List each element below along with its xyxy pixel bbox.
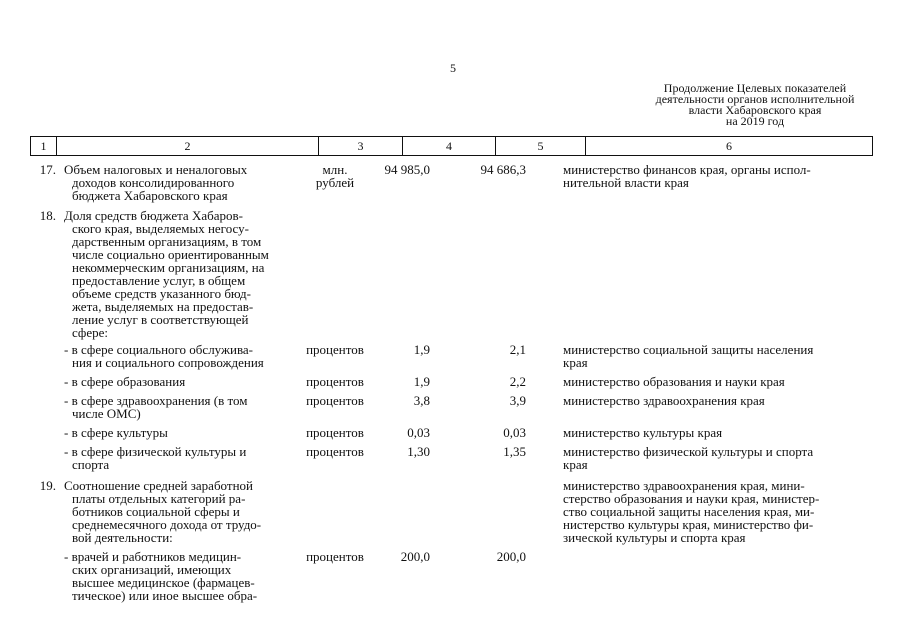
unit: млн. <box>322 162 348 177</box>
row-number: 19. <box>39 478 56 493</box>
unit: процентов <box>306 425 364 440</box>
value-col4: 1,9 <box>413 374 430 389</box>
sub-indicator-name: - в сфере здравоохранения (в том <box>64 393 248 408</box>
value-col4: 1,9 <box>413 342 430 357</box>
row-number: 18. <box>39 208 56 223</box>
continuation-title-line: власти Хабаровского края <box>688 103 822 117</box>
sub-indicator-name: числе ОМС) <box>72 406 141 421</box>
unit: процентов <box>306 342 364 357</box>
sub-indicator-name: тическое) или иное высшее обра- <box>72 588 258 603</box>
responsible: нистерство культуры края, министерство фи- <box>563 517 814 532</box>
column-header-2: 2 <box>56 137 318 155</box>
sub-indicator-name: - в сфере культуры <box>64 425 168 440</box>
responsible: министерство образования и науки края <box>563 374 785 389</box>
indicator-name: платы отдельных категорий ра- <box>72 491 246 506</box>
indicator-name: жета, выделяемых на предостав- <box>72 299 254 314</box>
indicator-name: ского края, выделяемых негосу- <box>72 221 249 236</box>
indicator-name: Объем налоговых и неналоговых <box>64 162 248 177</box>
indicator-name: вой деятельности: <box>72 530 173 545</box>
continuation-title <box>640 83 870 127</box>
column-header-5: 5 <box>495 137 585 155</box>
value-col5: 0,03 <box>503 425 526 440</box>
column-header-6: 6 <box>585 137 872 155</box>
sub-indicator-name: - в сфере образования <box>64 374 186 389</box>
value-col5: 1,35 <box>503 444 526 459</box>
indicator-name: доходов консолидированного <box>72 175 235 190</box>
column-header-4: 4 <box>402 137 495 155</box>
indicator-name: бюджета Хабаровского края <box>72 188 228 203</box>
unit: процентов <box>306 549 364 564</box>
indicator-name: ление услуг в соответствующей <box>72 312 249 327</box>
unit: рублей <box>315 175 355 190</box>
responsible: министерство социальной защиты населения <box>563 342 814 357</box>
value-col4: 3,8 <box>413 393 430 408</box>
sub-indicator-name: - в сфере социального обслужива- <box>64 342 254 357</box>
value-col5: 2,1 <box>509 342 526 357</box>
responsible: нительной власти края <box>563 175 689 190</box>
sub-indicator-name: ских организаций, имеющих <box>72 562 232 577</box>
value-col4: 94 985,0 <box>384 162 430 177</box>
responsible: края <box>563 355 588 370</box>
row-number: 17. <box>39 162 56 177</box>
responsible: стерство образования и науки края, министер- <box>563 491 820 506</box>
column-header-1: 1 <box>40 139 47 153</box>
sub-indicator-name: - в сфере физической культуры и <box>64 444 247 459</box>
value-col5: 94 686,3 <box>480 162 526 177</box>
unit: процентов <box>306 444 364 459</box>
column-header-3: 3 <box>318 137 402 155</box>
indicator-name: числе социально ориентированным <box>72 247 269 262</box>
sub-indicator-name: - врачей и работников медицин- <box>64 549 242 564</box>
responsible: ство социальной защиты населения края, ми- <box>563 504 815 519</box>
indicator-name: Доля средств бюджета Хабаров- <box>64 208 243 223</box>
unit: процентов <box>306 374 364 389</box>
responsible: министерство здравоохранения края, мини- <box>563 478 805 493</box>
indicator-name: объеме средств указанного бюд- <box>72 286 251 301</box>
indicator-name: ботников социальной сферы и <box>72 504 240 519</box>
responsible: зической культуры и спорта края <box>563 530 746 545</box>
value-col4: 0,03 <box>407 425 430 440</box>
value-col4: 1,30 <box>407 444 430 459</box>
continuation-title-line: деятельности органов исполнительной <box>655 92 855 106</box>
unit: процентов <box>306 393 364 408</box>
value-col5: 200,0 <box>496 549 526 564</box>
responsible: министерство культуры края <box>563 425 723 440</box>
page-number: 5 <box>450 61 456 75</box>
responsible: министерство физической культуры и спорта <box>563 444 814 459</box>
sub-indicator-name: высшее медицинское (фармацев- <box>72 575 255 590</box>
indicator-name: среднемесячного дохода от трудо- <box>72 517 262 532</box>
indicator-name: сфере: <box>72 325 109 340</box>
indicator-name: предоставление услуг, в общем <box>72 273 246 288</box>
column-header-row <box>30 136 873 156</box>
continuation-title-line: Продолжение Целевых показателей <box>663 81 847 95</box>
indicator-name: дарственным организациям, в том <box>72 234 262 249</box>
value-col5: 3,9 <box>509 393 526 408</box>
sub-indicator-name: спорта <box>72 457 110 472</box>
indicator-name: некоммерческим организациям, на <box>72 260 265 275</box>
continuation-title-line: на 2019 год <box>725 114 785 128</box>
value-col5: 2,2 <box>509 374 526 389</box>
indicator-name: Соотношение средней заработной <box>64 478 253 493</box>
responsible: министерство финансов края, органы испол- <box>563 162 811 177</box>
responsible: края <box>563 457 588 472</box>
value-col4: 200,0 <box>400 549 430 564</box>
responsible: министерство здравоохранения края <box>563 393 765 408</box>
sub-indicator-name: ния и социального сопровождения <box>72 355 264 370</box>
